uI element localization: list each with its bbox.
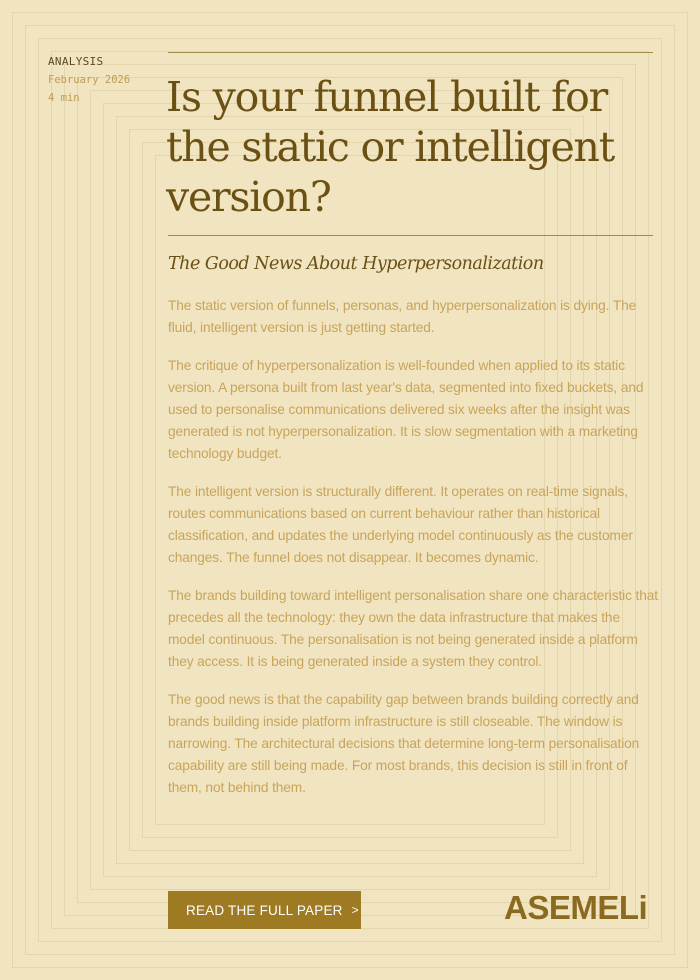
category-tag: ANALYSIS — [48, 55, 104, 68]
brand-logo: ASEMELi — [504, 889, 648, 926]
read-time: 4 min — [48, 92, 80, 104]
read-full-paper-button[interactable] — [168, 891, 361, 929]
body-paragraph: The good news is that the capability gap between brands building correctly and brands building inside platform infrastructure is still closeable. The window is narrowing. The architectural decisions that determine long-term personalisation capability are still being made. For most brands, this decision is still in front of them, not behind them. — [168, 692, 640, 795]
read-full-paper-label: READ THE FULL PAPER — [186, 902, 343, 918]
body-paragraph: The static version of funnels, personas, and hyperpersonalization is dying. The fluid, intelligent version is just getting started. — [168, 298, 637, 335]
body-paragraph: The brands building toward intelligent personalisation share one characteristic that precedes all the technology: they own the data infrastructure that makes the model continuous. The personalisation is not being generated inside a platform they access. It is being generated inside a system they control. — [168, 588, 658, 669]
top-divider — [168, 52, 653, 53]
headline-divider — [168, 235, 653, 236]
publish-date: February 2026 — [48, 74, 131, 86]
article-meta — [48, 53, 130, 107]
body-paragraph: The critique of hyperpersonalization is well-founded when applied to its static version. A persona built from last year's data, segmented into fixed buckets, and used to personalise communications delivered six weeks after the insight was generated is not hyperpersonalization. It is slow segmentation with a marketing technology budget. — [168, 358, 644, 461]
chevron-right-icon: > — [351, 903, 359, 917]
article-subheadline: The Good News About Hyperpersonalization — [168, 254, 544, 274]
article-headline: Is your funnel built for the static or intelligent version? — [166, 73, 615, 221]
article-body — [168, 295, 660, 815]
body-paragraph: The intelligent version is structurally different. It operates on real-time signals, routes communications based on current behaviour rather than historical classification, and updates the underlying model continuously as the customer changes. The funnel does not disappear. It becomes dynamic. — [168, 484, 633, 565]
